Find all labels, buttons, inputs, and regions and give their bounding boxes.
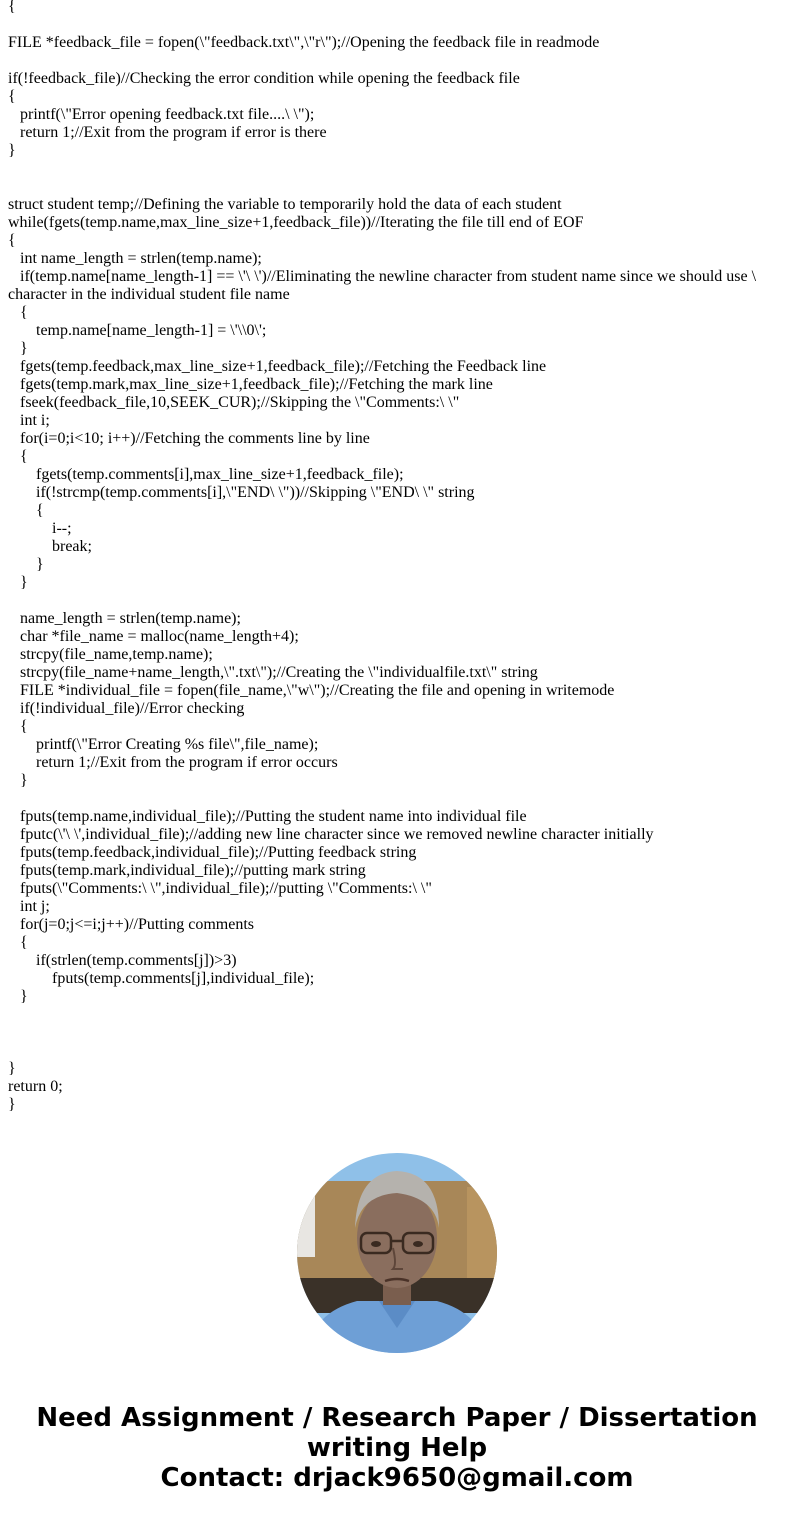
code-line: printf(\"Error opening feedback.txt file....\ \");	[8, 106, 315, 123]
code-line	[8, 592, 788, 610]
code-line: int j;	[8, 898, 50, 915]
code-line: fputs(temp.name,individual_file);//Putting the student name into individual file	[8, 808, 527, 825]
code-line: for(i=0;i<10; i++)//Fetching the comments line by line	[8, 430, 370, 447]
code-line: struct student temp;//Defining the variable to temporarily hold the data of each student	[8, 196, 562, 213]
code-line: }	[8, 1096, 16, 1113]
code-line: int name_length = strlen(temp.name);	[8, 250, 262, 267]
code-line	[8, 1024, 788, 1042]
code-line: fseek(feedback_file,10,SEEK_CUR);//Skipping the \"Comments:\ \"	[8, 394, 460, 411]
code-line: }	[8, 1060, 16, 1077]
code-line: for(j=0;j<=i;j++)//Putting comments	[8, 916, 254, 933]
code-line: {	[8, 718, 28, 735]
code-line: }	[8, 556, 44, 573]
code-line: FILE *individual_file = fopen(file_name,\"w\");//Creating the file and opening in writemode	[8, 682, 615, 699]
code-line: {	[8, 934, 28, 951]
code-line: }	[8, 340, 28, 357]
code-line: }	[8, 988, 28, 1005]
code-line	[8, 1006, 788, 1024]
code-line: break;	[8, 538, 92, 555]
code-line	[8, 160, 788, 178]
code-line: FILE *feedback_file = fopen(\"feedback.txt\",\"r\");//Opening the feedback file in readmode	[8, 34, 600, 51]
code-line: strcpy(file_name,temp.name);	[8, 646, 213, 663]
code-line: }	[8, 574, 28, 591]
code-line: char *file_name = malloc(name_length+4);	[8, 628, 299, 645]
code-line: temp.name[name_length-1] = \'\\0\';	[8, 322, 267, 339]
promo-line-1: Need Assignment / Research Paper / Dissertation	[36, 1403, 758, 1433]
code-line: fputs(\"Comments:\ \",individual_file);//putting \"Comments:\ \"	[8, 880, 432, 897]
code-line: }	[8, 772, 28, 789]
promo-banner	[0, 1403, 794, 1493]
code-line	[8, 1042, 788, 1060]
code-line: if(temp.name[name_length-1] == \'\ \')//Eliminating the newline character from student name since we should use \ character in the individual student file name	[8, 268, 761, 303]
code-listing	[8, 0, 788, 1114]
code-line: fgets(temp.mark,max_line_size+1,feedback_file);//Fetching the mark line	[8, 376, 493, 393]
code-line: return 0;	[8, 1078, 63, 1095]
code-line: {	[8, 88, 16, 105]
code-line: name_length = strlen(temp.name);	[8, 610, 241, 627]
code-line: if(strlen(temp.comments[j])>3)	[8, 952, 237, 969]
code-line	[8, 178, 788, 196]
code-line: fgets(temp.feedback,max_line_size+1,feedback_file);//Fetching the Feedback line	[8, 358, 547, 375]
code-line: if(!feedback_file)//Checking the error condition while opening the feedback file	[8, 70, 520, 87]
code-line: while(fgets(temp.name,max_line_size+1,feedback_file))//Iterating the file till end of EOF	[8, 214, 584, 231]
code-line: }	[8, 142, 16, 159]
code-line: printf(\"Error Creating %s file\",file_name);	[8, 736, 319, 753]
promo-contact: Contact: drjack9650@gmail.com	[160, 1463, 634, 1493]
code-line	[8, 16, 788, 34]
code-line: i--;	[8, 520, 72, 537]
code-line: {	[8, 448, 28, 465]
code-line: {	[8, 502, 44, 519]
code-line: return 1;//Exit from the program if error occurs	[8, 754, 338, 771]
code-line: fputs(temp.comments[j],individual_file);	[8, 970, 315, 987]
code-line: fputc(\'\ \',individual_file);//adding new line character since we removed newline character initially	[8, 826, 654, 843]
code-line: {	[8, 304, 28, 321]
code-line: int i;	[8, 412, 50, 429]
code-line: fgets(temp.comments[i],max_line_size+1,feedback_file);	[8, 466, 404, 483]
promo-line-2: writing Help	[306, 1433, 488, 1463]
code-line: {	[8, 232, 16, 249]
code-line: {	[8, 0, 16, 15]
code-line: fputs(temp.mark,individual_file);//putting mark string	[8, 862, 366, 879]
code-line: if(!individual_file)//Error checking	[8, 700, 245, 717]
code-line: strcpy(file_name+name_length,\".txt\");//Creating the \"individualfile.txt\" string	[8, 664, 538, 681]
code-line: return 1;//Exit from the program if error is there	[8, 124, 327, 141]
code-line	[8, 52, 788, 70]
code-line: if(!strcmp(temp.comments[i],\"END\ \"))//Skipping \"END\ \" string	[8, 484, 475, 501]
person-photo-icon	[297, 1153, 497, 1353]
avatar	[297, 1153, 497, 1353]
code-line	[8, 790, 788, 808]
code-line: fputs(temp.feedback,individual_file);//Putting feedback string	[8, 844, 417, 861]
